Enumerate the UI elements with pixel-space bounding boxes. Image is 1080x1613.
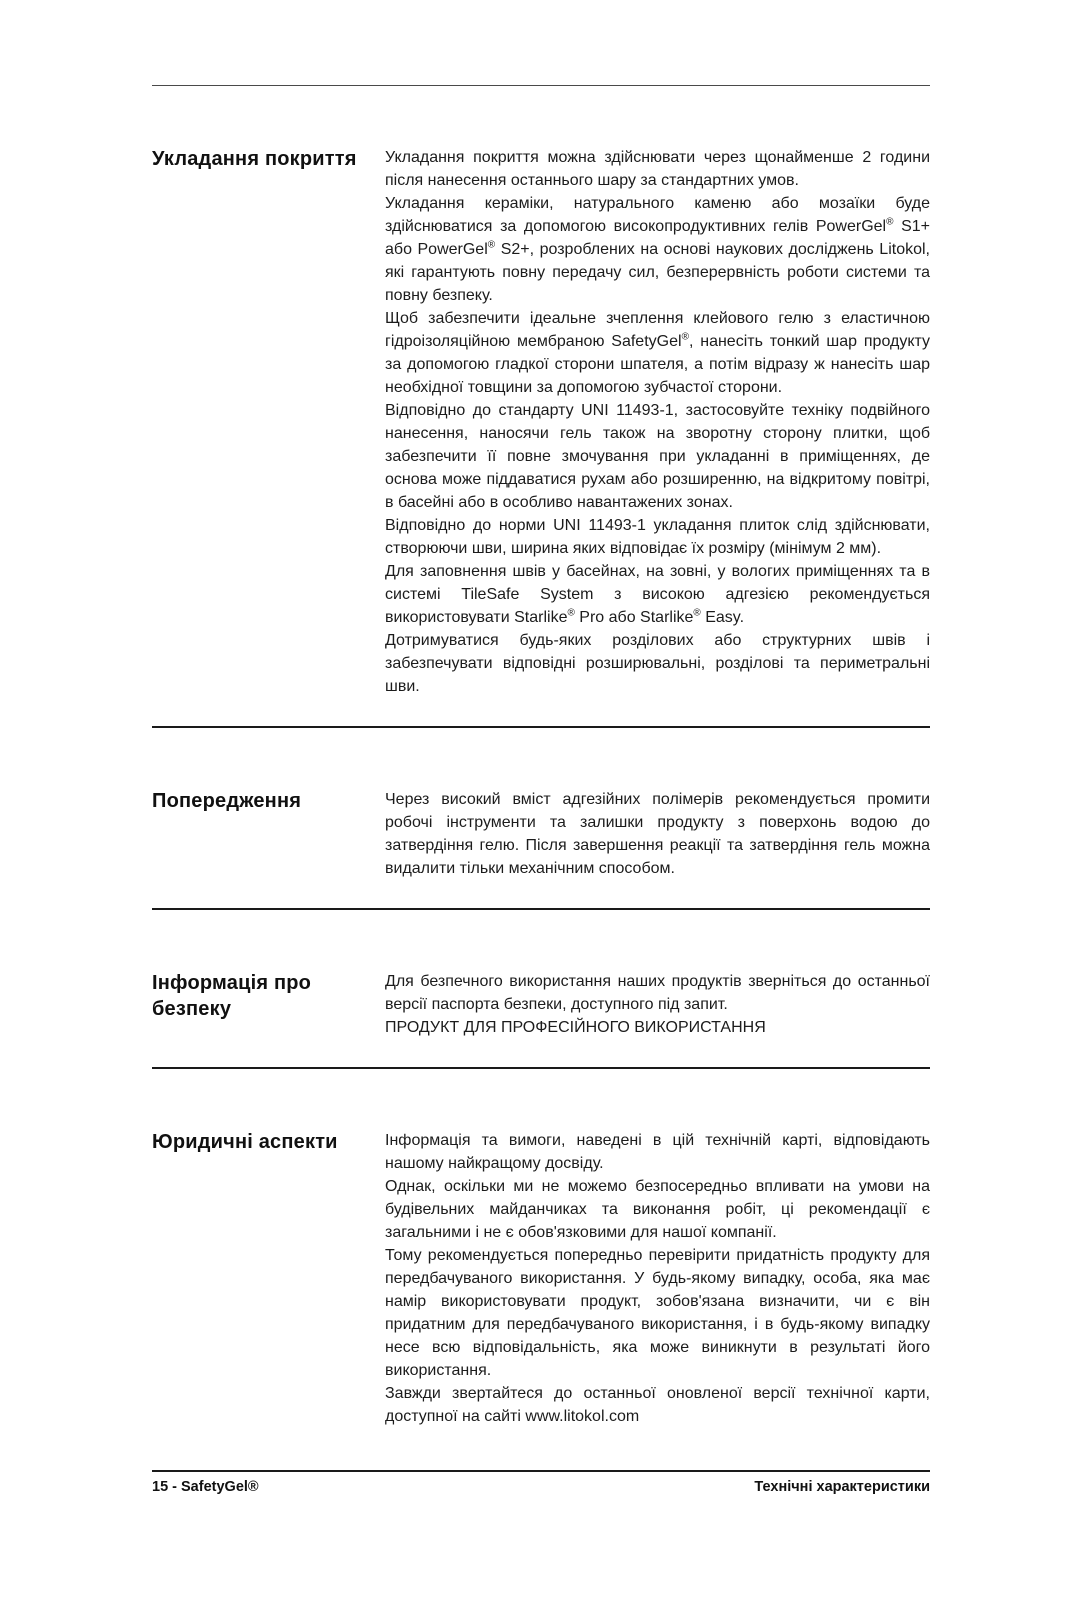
paragraph: Щоб забезпечити ідеальне зчеплення клейового гелю з еластичною гідроізоляційною мембраною SafetyGel®, нанесіть тонкий шар продукту за допомогою гладкої сторони шпателя, а потім відразу ж нанесіть шар необхідної товщини за допомогою зубчастої сторони. bbox=[385, 310, 931, 396]
section-heading-column bbox=[152, 970, 385, 1039]
section-heading: Юридичні аспекти bbox=[152, 1131, 338, 1153]
document-page bbox=[0, 85, 1080, 1613]
sections bbox=[152, 86, 930, 1470]
section-heading-column bbox=[152, 1129, 385, 1428]
section-paragraphs bbox=[385, 788, 930, 880]
footer-doc-type: Технічні характеристики bbox=[754, 1479, 930, 1495]
paragraph: Однак, оскільки ми не можемо безпосередньо впливати на умови на будівельних майданчиках та виконання робіт, ці рекомендації є загальними і не є обов'язковими для нашої компанії. bbox=[385, 1178, 930, 1241]
paragraph: Через високий вміст адгезійних полімерів рекомендується промити робочі інструменти та залишки продукту з поверхонь водою до затвердіння гелю. Після завершення реакції та затвердіння гель можна видалити тільки механічним способом. bbox=[385, 791, 930, 877]
paragraph: Тому рекомендується попередньо перевірити придатність продукту для передбачуваного використання. У будь-якому випадку, особа, яка має намір використовувати продукт, зобов'язана визначити, чи є він придатним для передбачуваного використання, і в будь-якому випадку несе всю відповідальність, яка може виникнути в результаті його використання. bbox=[385, 1247, 930, 1379]
paragraph: Дотримуватися будь-яких розділових або структурних швів і забезпечувати відповідні розширювальні, розділові та периметральні шви. bbox=[385, 632, 930, 695]
section-heading: Укладання покриття bbox=[152, 148, 357, 170]
paragraph: Укладання кераміки, натурального каменю або мозаїки буде здійснюватися за допомогою високопродуктивних гелів PowerGel® S1+ або PowerGel® S2+, розроблених на основі наукових досліджень Litokol, які гарантують повну передачу сил, безперервність роботи системи та повну безпеку. bbox=[385, 195, 930, 304]
paragraph: Завжди звертайтеся до останньої оновленої версії технічної карти, доступної на сайті www.litokol.com bbox=[385, 1385, 930, 1425]
section-row bbox=[152, 726, 930, 908]
paragraph: Інформація та вимоги, наведені в цій технічній карті, відповідають нашому найкращому досвіду. bbox=[385, 1132, 930, 1172]
section-paragraphs bbox=[385, 970, 930, 1039]
paragraph: ПРОДУКТ ДЛЯ ПРОФЕСІЙНОГО ВИКОРИСТАННЯ bbox=[385, 1019, 766, 1036]
paragraph: Відповідно до норми UNI 11493-1 укладання плиток слід здійснювати, створюючи шви, ширина яких відповідає їх розміру (мінімум 2 мм). bbox=[385, 517, 930, 557]
section-heading: Попередження bbox=[152, 790, 302, 812]
section-heading-column bbox=[152, 146, 385, 698]
page-content bbox=[152, 85, 930, 1495]
page-footer bbox=[152, 1470, 930, 1495]
section-row bbox=[152, 908, 930, 1067]
section-paragraphs bbox=[385, 146, 930, 698]
section-row bbox=[152, 86, 930, 726]
paragraph: Для заповнення швів у басейнах, на зовні, у вологих приміщеннях та в системі TileSafe System з високою адгезією рекомендується використовувати Starlike® Pro або Starlike® Easy. bbox=[385, 563, 930, 626]
paragraph: Для безпечного використання наших продуктів зверніться до останньої версії паспорта безпеки, доступного під запит. bbox=[385, 973, 930, 1013]
paragraph: Укладання покриття можна здійснювати через щонайменше 2 години після нанесення останнього шару за стандартних умов. bbox=[385, 149, 930, 189]
footer-page-product: 15 - SafetyGel® bbox=[152, 1479, 259, 1495]
section-paragraphs bbox=[385, 1129, 930, 1428]
section-heading: Інформація про безпеку bbox=[152, 972, 312, 1020]
paragraph: Відповідно до стандарту UNI 11493-1, застосовуйте техніку подвійного нанесення, наносячи гель також на зворотну сторону плитки, щоб забезпечити її повне змочування при укладанні в приміщеннях, де основа може піддаватися рухам або розширенню, на відкритому повітрі, в басейні або в особливо навантажених зонах. bbox=[385, 402, 930, 511]
section-row bbox=[152, 1067, 930, 1470]
section-heading-column bbox=[152, 788, 385, 880]
